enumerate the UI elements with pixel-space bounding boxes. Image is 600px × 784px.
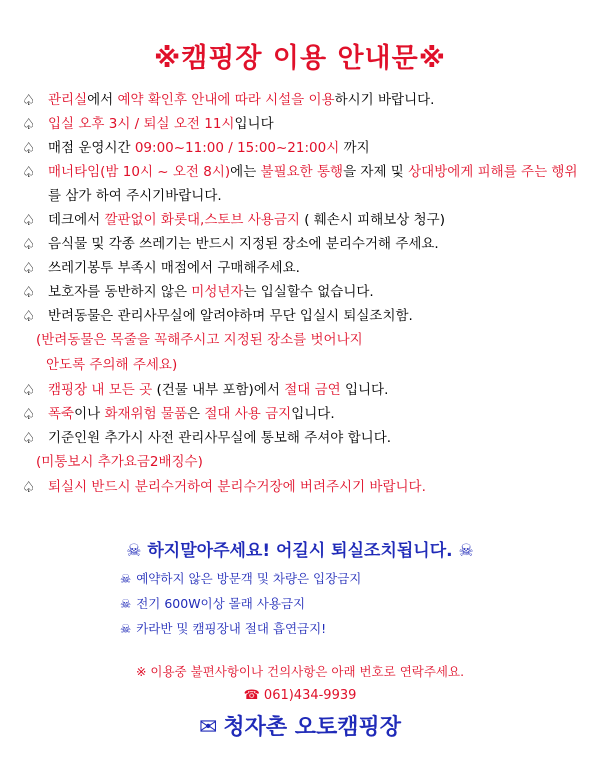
rule-item <box>22 378 588 402</box>
rule-text: 미성년자 <box>191 284 244 300</box>
rule-item <box>22 208 588 232</box>
rule-item <box>22 112 588 136</box>
rule-text: 음식물 및 각종 쓰레기는 반드시 지정된 장소에 분리수거해 주세요. <box>48 236 439 252</box>
rule-text: 에서 <box>87 92 118 108</box>
rule-item <box>22 426 588 450</box>
spade-outline-icon: ♤ <box>22 211 36 229</box>
prohibition-text: 전기 600W이상 몰래 사용금지 <box>136 596 306 611</box>
rule-text: 은 <box>187 406 205 422</box>
brand-name-block <box>0 710 600 741</box>
rule-text: 반려동물은 관리사무실에 알려야하며 무단 입실시 퇴실조치함. <box>48 308 413 324</box>
rule-text: 데크에서 <box>48 212 105 228</box>
skull-icon: ☠ <box>126 541 142 561</box>
rule-text: 퇴실시 반드시 분리수거하여 분리수거장에 버려주시기 바랍니다. <box>48 479 426 495</box>
prohibition-item <box>120 616 361 641</box>
rule-text: 폭죽 <box>48 406 75 422</box>
rule-item <box>22 136 588 160</box>
rule-text: 절대 금연 <box>284 382 341 398</box>
rule-item <box>22 402 588 426</box>
rule-item <box>22 280 588 304</box>
rule-text: 입실 오후 3시 / 퇴실 오전 11시 <box>48 116 235 132</box>
rule-text: 는 입실할수 없습니다. <box>243 284 374 300</box>
rule-text: (건물 내부 포함)에서 <box>152 382 285 398</box>
rule-text: 화재위험 물품 <box>104 406 188 422</box>
rule-item <box>22 256 588 280</box>
skull-icon: ☠ <box>458 541 474 561</box>
rule-item <box>22 232 588 256</box>
spade-outline-icon: ♤ <box>22 283 36 301</box>
page-title: ※캠핑장 이용 안내문※ <box>154 43 446 74</box>
spade-outline-icon: ♤ <box>22 115 36 133</box>
rule-text: 에는 <box>230 164 261 180</box>
rule-text: 이나 <box>74 406 105 422</box>
phone-number: ☎ 061)434-9939 <box>243 688 357 703</box>
spade-outline-icon: ♤ <box>22 429 36 447</box>
spade-outline-icon: ♤ <box>22 307 36 325</box>
skull-icon: ☠ <box>120 621 132 636</box>
spade-outline-icon: ♤ <box>22 235 36 253</box>
rule-text: 캠핑장 내 모든 곳 <box>48 382 153 398</box>
spade-outline-icon: ♤ <box>22 163 36 181</box>
prohibition-item <box>120 566 361 591</box>
rule-text: 보호자를 동반하지 않은 <box>48 284 192 300</box>
rule-text: 불필요한 통행 <box>260 164 344 180</box>
warning-banner <box>0 536 600 561</box>
rules-list <box>22 88 588 499</box>
prohibition-text: 카라반 및 캠핑장내 절대 흡연금지! <box>136 621 327 636</box>
rule-text: 쓰레기봉투 부족시 매점에서 구매해주세요. <box>48 260 300 276</box>
rule-text: 입니다. <box>291 406 335 422</box>
rule-text: 기준인원 추가시 사전 관리사무실에 통보해 주셔야 합니다. <box>48 430 392 446</box>
rule-text: 예약 확인후 안내에 따라 시설을 이용 <box>117 92 335 108</box>
rule-text: 관리실 <box>48 92 88 108</box>
rule-text: 입니다 <box>234 116 274 132</box>
rule-text: 까지 <box>339 140 370 156</box>
rule-text: 하시기 바랍니다. <box>334 92 435 108</box>
skull-icon: ☠ <box>120 596 132 611</box>
rule-text: 매너타임(밤 10시 ~ 오전 8시) <box>48 164 231 180</box>
rule-text: 을 자제 및 <box>343 164 409 180</box>
skull-icon: ☠ <box>120 571 132 586</box>
pet-note-line-2: 안도록 주의해 주세요) <box>46 357 178 373</box>
rule-text: 절대 사용 금지 <box>204 406 292 422</box>
spade-outline-icon: ♤ <box>22 381 36 399</box>
rule-text: 매점 운영시간 <box>48 140 135 156</box>
rule-text: ( 훼손시 피해보상 청구) <box>299 212 445 228</box>
rule-text: 상대방에게 피해를 주는 행위 <box>408 164 578 180</box>
pet-note-line-1: (반려동물은 목줄을 꼭해주시고 지정된 장소를 벗어나지 <box>36 332 363 348</box>
prohibition-list <box>120 566 361 641</box>
spade-outline-icon: ♤ <box>22 259 36 277</box>
spade-outline-icon: ♤ <box>22 91 36 109</box>
spade-outline-icon: ♤ <box>22 139 36 157</box>
rule-item <box>22 88 588 112</box>
rule-text: 09:00~11:00 / 15:00~21:00시 <box>134 140 340 156</box>
prohibition-text: 예약하지 않은 방문객 및 차량은 입장금지 <box>136 571 362 586</box>
warning-text: 하지말아주세요! 어길시 퇴실조치됩니다. <box>147 541 453 561</box>
rule-item <box>22 160 588 208</box>
brand-name: 청자촌 오토캠핑장 <box>223 715 402 740</box>
rule-item <box>22 304 588 328</box>
rule-item <box>22 475 588 499</box>
spade-outline-icon: ♤ <box>22 405 36 423</box>
mailbox-icon: ✉ <box>198 715 218 740</box>
contact-note: ※ 이용중 불편사항이나 건의사항은 아래 번호로 연락주세요. <box>135 664 465 679</box>
rule-text: 깔판없이 화롯대,스토브 사용금지 <box>104 212 300 228</box>
rule-text: 를 삼가 하여 주시기바랍니다. <box>48 188 222 204</box>
spade-outline-icon: ♤ <box>22 478 36 496</box>
rule-text: 입니다. <box>340 382 389 398</box>
fee-note: (미통보시 추가요금2배징수) <box>36 454 203 470</box>
prohibition-item <box>120 591 361 616</box>
